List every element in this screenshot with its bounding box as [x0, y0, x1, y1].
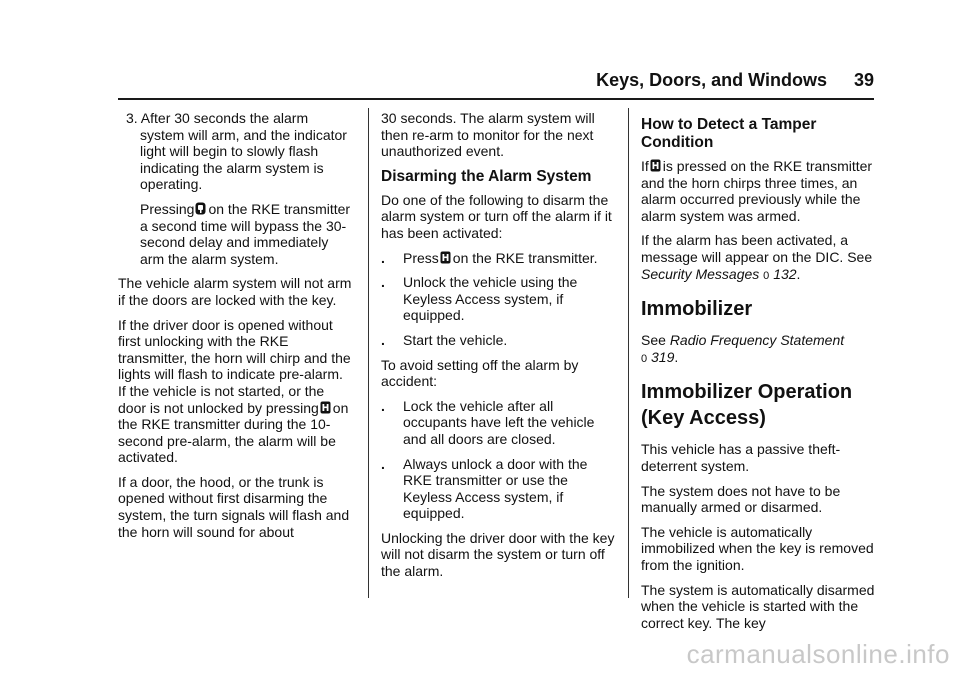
page-ref: 132	[773, 265, 797, 282]
paragraph: If a door, the hood, or the trunk is opened without first disarming the system, the turn signals will flash and the horn will sound for about	[118, 473, 350, 540]
column-divider	[628, 108, 629, 598]
radio-frequency-link[interactable]: Radio Frequency Statement	[669, 332, 845, 349]
page-header	[596, 70, 874, 91]
unlock-key-icon	[320, 401, 331, 414]
bullet-marker: .	[381, 274, 385, 291]
bullet-marker: .	[381, 397, 385, 414]
paragraph: If is pressed on the RKE transmitter and the horn chirps three times, an alarm occurred previously while the alarm system was armed.	[641, 158, 873, 224]
page-ref-arrow-icon: 0	[763, 269, 770, 282]
page-ref-arrow-icon: 0	[641, 352, 648, 365]
column-1	[118, 110, 354, 548]
section-heading: Immobilizer Operation (Key Access)	[641, 381, 853, 430]
watermark: carmanualsonline.info	[686, 639, 950, 669]
section-heading: Disarming the Alarm System	[381, 167, 592, 185]
list-item: . Unlock the vehicle using the Keyless Access system, if equipped.	[381, 274, 578, 324]
paragraph: To avoid setting off the alarm by accident:	[381, 356, 579, 390]
list-item: . Start the vehicle.	[381, 331, 508, 348]
bullet-marker: .	[381, 455, 385, 472]
paragraph: The vehicle alarm system will not arm if the doors are locked with the key.	[118, 275, 352, 308]
paragraph: If the driver door is opened without first unlocking with the RKE transmitter, the horn will chirp and the lights will flash to indicate pre-alarm. If the vehicle is not started, or the door is not unlocked by pressing on the RKE transmitter during the 10-second pre-alarm, the alarm will be activated.	[118, 316, 351, 466]
section-heading: Immobilizer	[641, 298, 753, 321]
section-heading: How to Detect a Tamper Condition	[641, 116, 817, 151]
unlock-key-icon	[650, 159, 661, 172]
list-item-3: 3. After 30 seconds the alarm system will arm, and the indicator light will begin to slowly flash indicating the alarm system is operating.	[126, 110, 347, 193]
section-title: Keys, Doors, and Windows	[596, 70, 827, 90]
paragraph: 30 seconds. The alarm system will then re-arm to monitor for the next unauthorized event.	[381, 110, 595, 160]
column-2	[381, 110, 615, 588]
lock-key-icon	[195, 202, 206, 215]
paragraph: The system does not have to be manually armed or disarmed.	[641, 482, 841, 516]
paragraph: See Radio Frequency Statement 0 319.	[641, 332, 845, 365]
header-rule	[118, 98, 874, 100]
page-number: 39	[853, 70, 874, 90]
paragraph: The vehicle is automatically immobilized when the key is removed from the ignition.	[641, 523, 874, 573]
page-ref: 319	[651, 348, 675, 365]
paragraph: This vehicle has a passive theft-deterrent system.	[641, 441, 841, 474]
list-item: . Press on the RKE transmitter.	[381, 249, 598, 266]
bullet-marker: .	[381, 331, 385, 348]
list-item: . Always unlock a door with the RKE transmitter or use the Keyless Access system, if equipped.	[381, 455, 588, 522]
paragraph: Unlocking the driver door with the key will not disarm the system or turn off the alarm.	[381, 529, 615, 580]
list-item: . Lock the vehicle after all occupants have left the vehicle and all doors are closed.	[381, 397, 595, 447]
column-3	[641, 110, 881, 639]
paragraph: The system is automatically disarmed when the vehicle is started with the correct key. The key	[641, 581, 875, 631]
column-divider	[368, 108, 369, 598]
security-messages-link[interactable]: Security Messages	[641, 265, 760, 282]
paragraph: Do one of the following to disarm the alarm system or turn off the alarm if it has been activated:	[381, 191, 612, 241]
paragraph: If the alarm has been activated, a message will appear on the DIC. See Security Messages 0 132.	[641, 232, 873, 282]
bullet-marker: .	[381, 249, 385, 266]
list-item-3-continued: Pressing on the RKE transmitter a second time will bypass the 30-second delay and immediately arm the alarm system.	[140, 200, 351, 267]
unlock-key-icon	[440, 251, 451, 264]
